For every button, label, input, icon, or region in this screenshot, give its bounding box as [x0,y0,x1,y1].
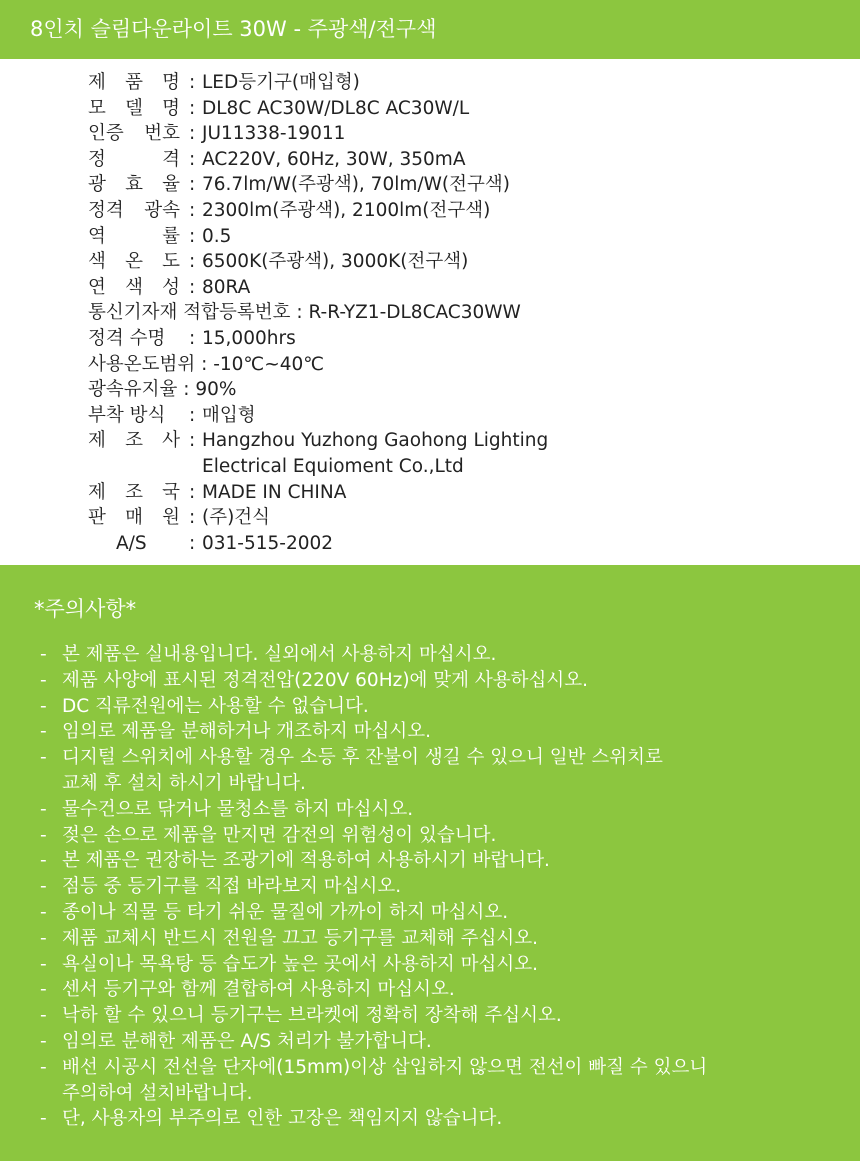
temperature-line: 사용온도범위 : -10℃~40℃ [88,353,325,375]
caution-text: 디지털 스위치에 사용할 경우 소등 후 잔불이 생길 수 있으니 일반 스위치로 [62,747,663,769]
spec-label: A/S [116,532,147,554]
spec-colon: : [189,148,196,170]
caution-item-continuation [40,1081,840,1107]
bullet-dash: - [40,1005,47,1027]
spec-row-cert [0,300,860,326]
caution-item [40,1106,840,1132]
bullet-dash: - [40,644,47,665]
caution-item-continuation [40,771,840,797]
maintenance-line: 광속유지율 : 90% [88,379,237,401]
bullet-dash: - [40,876,47,898]
caution-title: *주의사항* [34,597,137,621]
caution-text: 낙하 할 수 있으니 등기구는 브라켓에 정확히 장착해 주십시오. [62,1005,562,1027]
caution-section [0,565,860,1161]
spec-row [0,224,860,250]
spec-label: 판 매 원 [88,507,180,529]
cert-line: 통신기자재 적합등록번호 : R-R-YZ1-DL8CAC30WW [88,302,521,324]
bullet-dash: - [40,901,47,923]
spec-value: 2300lm(주광색), 2100lm(전구색) [202,199,491,221]
spec-row [0,172,860,198]
caution-item [40,952,840,978]
page-title: 8인치 슬림다운라이트 30W - 주광색/전구색 [30,17,437,41]
spec-value: 매입형 [202,404,256,426]
spec-value: 76.7lm/W(주광색), 70lm/W(전구색) [202,174,510,196]
spec-colon: : [189,481,196,503]
caution-text: 임의로 분해한 제품은 A/S 처리가 불가합니다. [62,1030,432,1052]
spec-row [0,147,860,173]
caution-item [40,900,840,926]
caution-text: 젖은 손으로 제품을 만지면 감전의 위험성이 있습니다. [62,824,497,846]
bullet-dash: - [40,798,47,820]
caution-item [40,1029,840,1055]
spec-value: Hangzhou Yuzhong Gaohong Lighting [202,430,549,452]
spec-label: 정격 광속 [88,199,180,221]
spec-label: 제 품 명 [88,72,180,93]
caution-text: 점등 중 등기구를 직접 바라보지 마십시오. [62,876,402,898]
spec-label: 색 온 도 [88,251,180,273]
caution-text: 제품 교체시 반드시 전원을 끄고 등기구를 교체해 주십시오. [62,927,538,949]
spec-colon: : [189,174,196,196]
caution-text: 임의로 제품을 분해하거나 개조하지 마십시오. [62,721,431,743]
spec-value: 80RA [202,276,251,298]
caution-item [40,668,840,694]
caution-text: 물수건으로 닦거나 물청소를 하지 마십시오. [62,798,414,820]
spec-label: 정 격 [88,148,180,170]
caution-text: DC 직류전원에는 사용할 수 없습니다. [62,695,369,717]
spec-row-seller [0,505,860,531]
spec-row [0,96,860,122]
caution-item [40,694,840,720]
caution-text: 제품 사양에 표시된 정격전압(220V 60Hz)에 맞게 사용하십시오. [62,669,589,691]
bullet-dash: - [40,927,47,949]
spec-value: MADE IN CHINA [202,481,347,503]
spec-value: (주)건식 [202,507,271,529]
spec-row-temperature [0,352,860,378]
spec-row-maker [0,428,860,454]
spec-value: 6500K(주광색), 3000K(전구색) [202,251,469,273]
spec-row [0,275,860,301]
spec-colon: : [189,123,196,145]
spec-value: 15,000hrs [202,327,296,349]
bullet-dash: - [40,669,47,691]
spec-value: AC220V, 60Hz, 30W, 350mA [202,148,466,170]
spec-colon: : [189,199,196,221]
spec-value: JU11338-19011 [202,123,346,145]
caution-item [40,977,840,1003]
spec-value: 0.5 [202,225,232,247]
bullet-dash: - [40,1056,47,1078]
spec-value: LED등기구(매입형) [202,72,360,93]
header-bar [0,0,860,59]
bullet-dash: - [40,747,47,769]
caution-list [40,642,840,1132]
spec-value: DL8C AC30W/DL8C AC30W/L [202,97,470,119]
bullet-dash: - [40,721,47,743]
caution-text: 본 제품은 권장하는 조광기에 적용하여 사용하시기 바랍니다. [62,850,550,872]
spec-label: 연 색 성 [88,276,180,298]
caution-text: 욕실이나 목욕탕 등 습도가 높은 곳에서 사용하지 마십시오. [62,953,538,975]
caution-item [40,642,840,668]
spec-colon: : [189,404,196,426]
spec-label: 역 률 [88,225,180,247]
caution-item [40,1003,840,1029]
bullet-dash: - [40,695,47,717]
bullet-dash: - [40,850,47,872]
spec-colon: : [189,72,196,93]
spec-colon: : [189,225,196,247]
caution-item [40,823,840,849]
spec-colon: : [189,327,196,349]
caution-text: 주의하여 설치바랍니다. [62,1082,253,1104]
caution-item [40,1055,840,1081]
spec-row [0,70,860,96]
spec-row-maintenance [0,377,860,403]
caution-item [40,719,840,745]
bullet-dash: - [40,979,47,1001]
spec-row-mount [0,403,860,429]
spec-colon: : [189,251,196,273]
spec-value: 031-515-2002 [202,532,334,554]
bullet-dash: - [40,824,47,846]
spec-label: 제 조 사 [88,430,180,452]
spec-section [0,70,860,556]
caution-text: 교체 후 설치 하시기 바랍니다. [62,772,306,794]
caution-item [40,926,840,952]
spec-label: 인증 번호 [88,123,180,145]
spec-label: 광 효 율 [88,174,180,196]
spec-row [0,121,860,147]
caution-text: 종이나 직물 등 타기 쉬운 물질에 가까이 하지 마십시오. [62,901,509,923]
spec-colon: : [189,276,196,298]
spec-label: 정격 수명 [88,327,166,349]
spec-row-maker-cont [0,454,860,480]
spec-label: 제 조 국 [88,481,180,503]
spec-colon: : [189,507,196,529]
spec-row [0,198,860,224]
caution-item [40,745,840,771]
bullet-dash: - [40,953,47,975]
bullet-dash: - [40,1108,47,1130]
spec-label: 모 델 명 [88,97,180,119]
spec-row-lifespan [0,326,860,352]
bullet-dash: - [40,1030,47,1052]
spec-label: 부착 방식 [88,404,166,426]
spec-colon: : [189,532,196,554]
caution-item [40,797,840,823]
spec-colon: : [189,430,196,452]
caution-text: 센서 등기구와 함께 결합하여 사용하지 마십시오. [62,979,455,1001]
caution-text: 본 제품은 실내용입니다. 실외에서 사용하지 마십시오. [62,644,497,665]
caution-item [40,848,840,874]
caution-text: 배선 시공시 전선을 단자에(15mm)이상 삽입하지 않으면 전선이 빠질 수 있으니 [62,1056,708,1078]
spec-row-country [0,480,860,506]
caution-item [40,874,840,900]
spec-value: Electrical Equioment Co.,Ltd [202,455,464,477]
spec-colon: : [189,97,196,119]
caution-text: 단, 사용자의 부주의로 인한 고장은 책임지지 않습니다. [62,1108,503,1130]
spec-row [0,249,860,275]
spec-row-as [0,531,860,557]
